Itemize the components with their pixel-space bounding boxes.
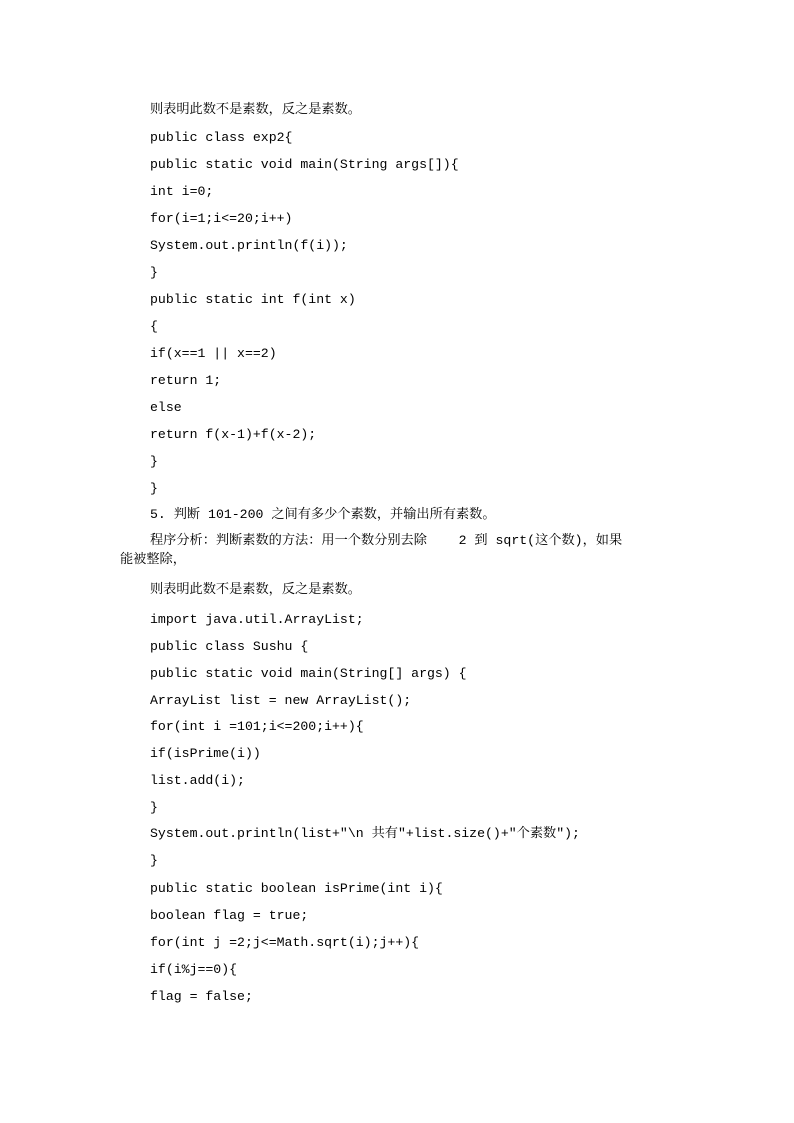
code-line: int i=0; — [150, 184, 214, 199]
code-line: for(i=1;i<=20;i++) — [150, 211, 293, 226]
code-line: } — [150, 800, 158, 815]
code-line: } — [150, 481, 158, 496]
code-line: } — [150, 454, 158, 469]
code-line: public class Sushu { — [150, 639, 309, 654]
code-line: public static void main(String args[]){ — [150, 157, 459, 172]
code-line: System.out.println(f(i)); — [150, 238, 348, 253]
code-line: flag = false; — [150, 989, 253, 1004]
paragraph-line: 则表明此数不是素数，反之是素数。 — [150, 582, 361, 597]
code-line: public static void main(String[] args) { — [150, 666, 467, 681]
code-line: { — [150, 319, 158, 334]
code-line: if(x==1 || x==2) — [150, 346, 277, 361]
code-line: public class exp2{ — [150, 130, 293, 145]
code-line: return f(x-1)+f(x-2); — [150, 427, 317, 442]
code-line: for(int i =101;i<=200;i++){ — [150, 719, 364, 734]
code-line: } — [150, 853, 158, 868]
code-line: import java.util.ArrayList; — [150, 612, 364, 627]
code-line: public static boolean isPrime(int i){ — [150, 881, 443, 896]
code-line: } — [150, 265, 158, 280]
code-line: for(int j =2;j<=Math.sqrt(i);j++){ — [150, 935, 420, 950]
code-line: boolean flag = true; — [150, 908, 309, 923]
code-line: ArrayList list = new ArrayList(); — [150, 693, 412, 708]
code-line: if(isPrime(i)) — [150, 746, 261, 761]
paragraph-line: 程序分析：判断素数的方法：用一个数分别去除 2 到 sqrt(这个数)，如果 — [150, 533, 623, 548]
section-heading: 5. 判断 101-200 之间有多少个素数，并输出所有素数。 — [150, 507, 496, 522]
code-line: list.add(i); — [150, 773, 245, 788]
code-line: public static int f(int x) — [150, 292, 356, 307]
code-line: System.out.println(list+"\n 共有"+list.size()+"个素数"); — [150, 826, 580, 841]
code-line: else — [150, 400, 182, 415]
code-line: if(i%j==0){ — [150, 962, 238, 977]
paragraph-line: 能被整除， — [120, 552, 186, 567]
code-line: return 1; — [150, 373, 222, 388]
paragraph-line: 则表明此数不是素数，反之是素数。 — [150, 102, 361, 117]
